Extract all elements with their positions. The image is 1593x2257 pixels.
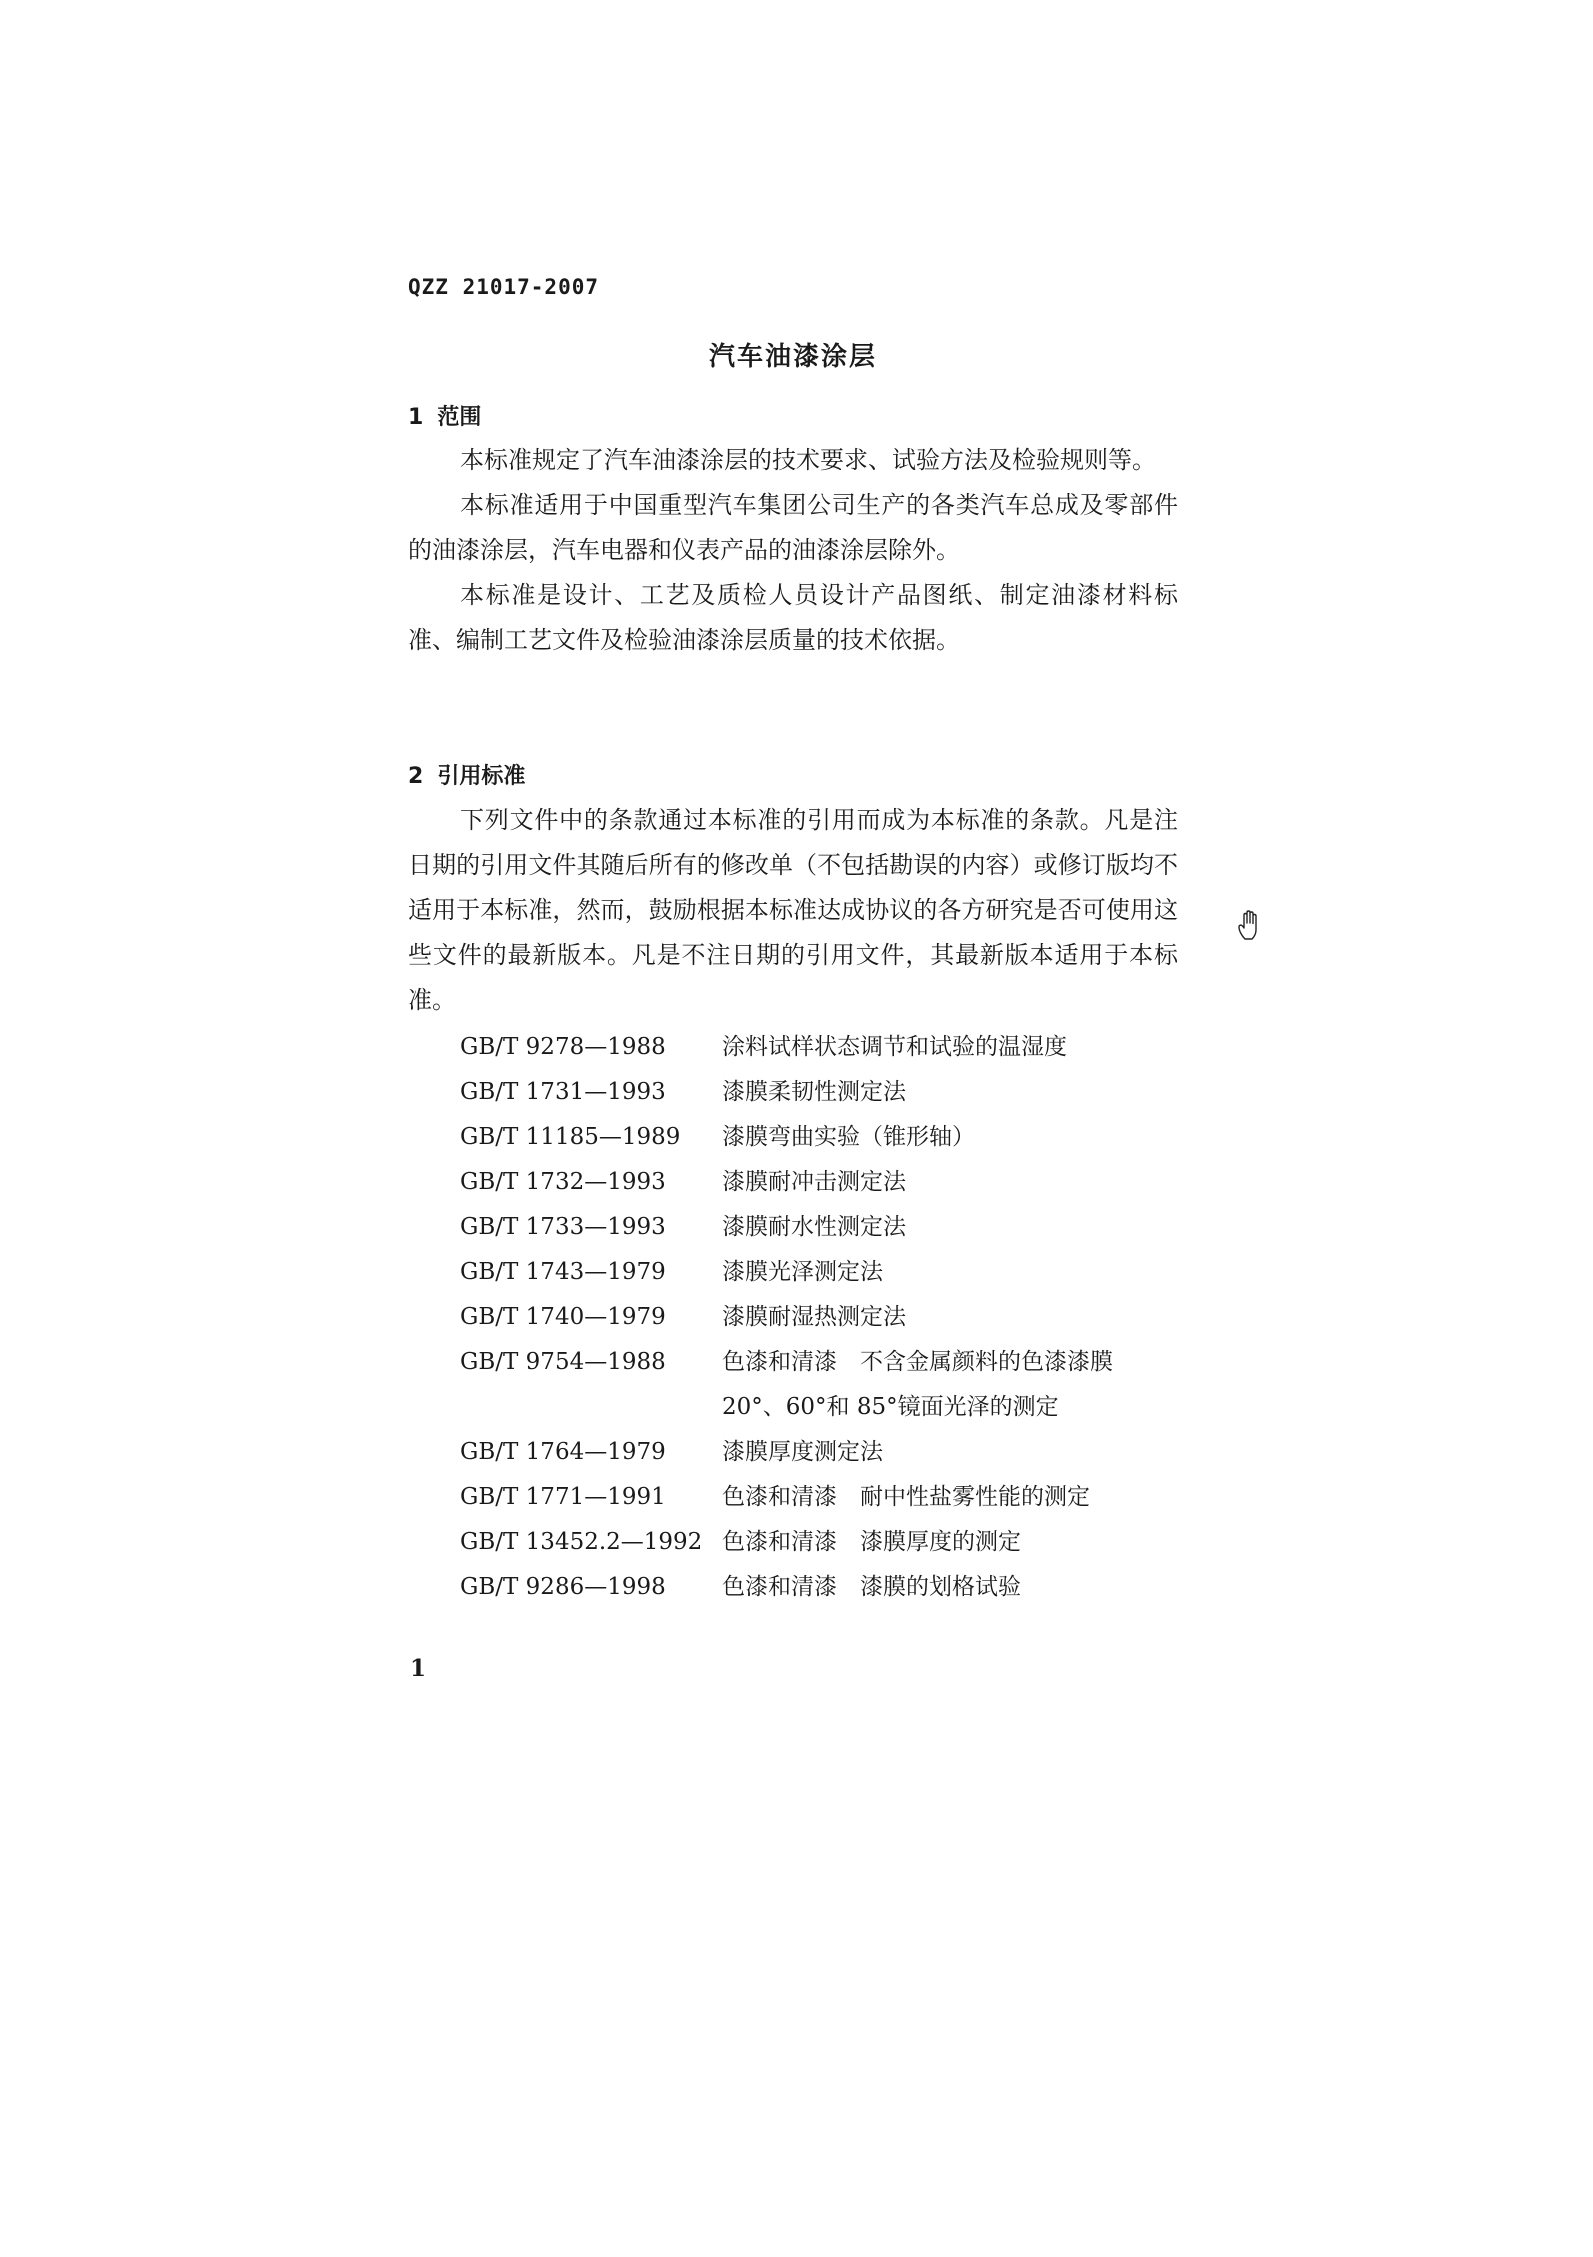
section-2-paragraph: 下列文件中的条款通过本标准的引用而成为本标准的条款。凡是注日期的引用文件其随后所有的修改单（不包括勘误的内容）或修订版均不适用于本标准，然而，鼓励根据本标准达成协议的各方研究是否可使用这些文件的最新版本。凡是不注日期的引用文件，其最新版本适用于本标准。 (408, 806, 1178, 1014)
standard-code: QZZ 21017-2007 (408, 275, 600, 299)
reference-row (460, 1340, 1200, 1430)
reference-title: 色漆和清漆 漆膜厚度的测定 (722, 1529, 1021, 1555)
section-2-heading (408, 759, 525, 790)
reference-row (460, 1430, 1200, 1475)
reference-title: 漆膜光泽测定法 (722, 1259, 883, 1285)
reference-code: GB/T 1731—1993 (460, 1079, 666, 1105)
reference-code: GB/T 1733—1993 (460, 1214, 666, 1240)
reference-code: GB/T 9754—1988 (460, 1349, 666, 1375)
section-1-paragraph: 本标准是设计、工艺及质检人员设计产品图纸、制定油漆材料标准、编制工艺文件及检验油漆涂层质量的技术依据。 (408, 581, 1178, 654)
section-2-title: 引用标准 (437, 764, 526, 789)
reference-row (460, 1115, 1200, 1160)
section-1-paragraph: 本标准规定了汽车油漆涂层的技术要求、试验方法及检验规则等。 (460, 446, 1156, 474)
reference-code: GB/T 9286—1998 (460, 1574, 666, 1600)
reference-code: GB/T 11185—1989 (460, 1124, 681, 1150)
reference-title: 色漆和清漆 漆膜的划格试验 (722, 1574, 1021, 1600)
document-title: 汽车油漆涂层 (708, 342, 877, 372)
reference-row (460, 1520, 1200, 1565)
reference-row (460, 1475, 1200, 1520)
section-1-title: 范围 (437, 405, 482, 430)
reference-row (460, 1565, 1200, 1610)
section-1-number: 1 (408, 405, 424, 430)
section-1-heading (408, 400, 481, 431)
reference-row (460, 1250, 1200, 1295)
reference-row (460, 1160, 1200, 1205)
reference-title (722, 1340, 1200, 1430)
reference-code: GB/T 1743—1979 (460, 1259, 666, 1285)
reference-title: 色漆和清漆 耐中性盐雾性能的测定 (722, 1484, 1090, 1510)
reference-title: 漆膜柔韧性测定法 (722, 1079, 906, 1105)
section-1-body (408, 438, 1178, 663)
reference-row (460, 1295, 1200, 1340)
reference-list (460, 1025, 1200, 1610)
reference-code: GB/T 1764—1979 (460, 1439, 666, 1465)
section-2-number: 2 (408, 764, 424, 789)
reference-row (460, 1070, 1200, 1115)
reference-code: GB/T 1740—1979 (460, 1304, 666, 1330)
reference-title: 漆膜耐冲击测定法 (722, 1169, 906, 1195)
reference-title: 漆膜耐水性测定法 (722, 1214, 906, 1240)
section-2-body (408, 798, 1178, 1023)
reference-title-line-1: 色漆和清漆 不含金属颜料的色漆漆膜 (722, 1349, 1113, 1375)
reference-row (460, 1025, 1200, 1070)
page-number: 1 (410, 1655, 427, 1682)
reference-code: GB/T 1771—1991 (460, 1484, 666, 1510)
reference-title: 涂料试样状态调节和试验的温湿度 (722, 1034, 1067, 1060)
reference-title: 漆膜耐湿热测定法 (722, 1304, 906, 1330)
reference-title: 漆膜弯曲实验（锥形轴） (722, 1124, 975, 1150)
reference-code: GB/T 13452.2—1992 (460, 1529, 703, 1555)
hand-pointer-icon (1236, 909, 1266, 941)
reference-code: GB/T 1732—1993 (460, 1169, 666, 1195)
reference-title-line-2: 20°、60°和 85°镜面光泽的测定 (722, 1394, 1059, 1420)
reference-row (460, 1205, 1200, 1250)
reference-title: 漆膜厚度测定法 (722, 1439, 883, 1465)
reference-code: GB/T 9278—1988 (460, 1034, 666, 1060)
section-1-paragraph: 本标准适用于中国重型汽车集团公司生产的各类汽车总成及零部件的油漆涂层，汽车电器和仪表产品的油漆涂层除外。 (408, 491, 1178, 564)
